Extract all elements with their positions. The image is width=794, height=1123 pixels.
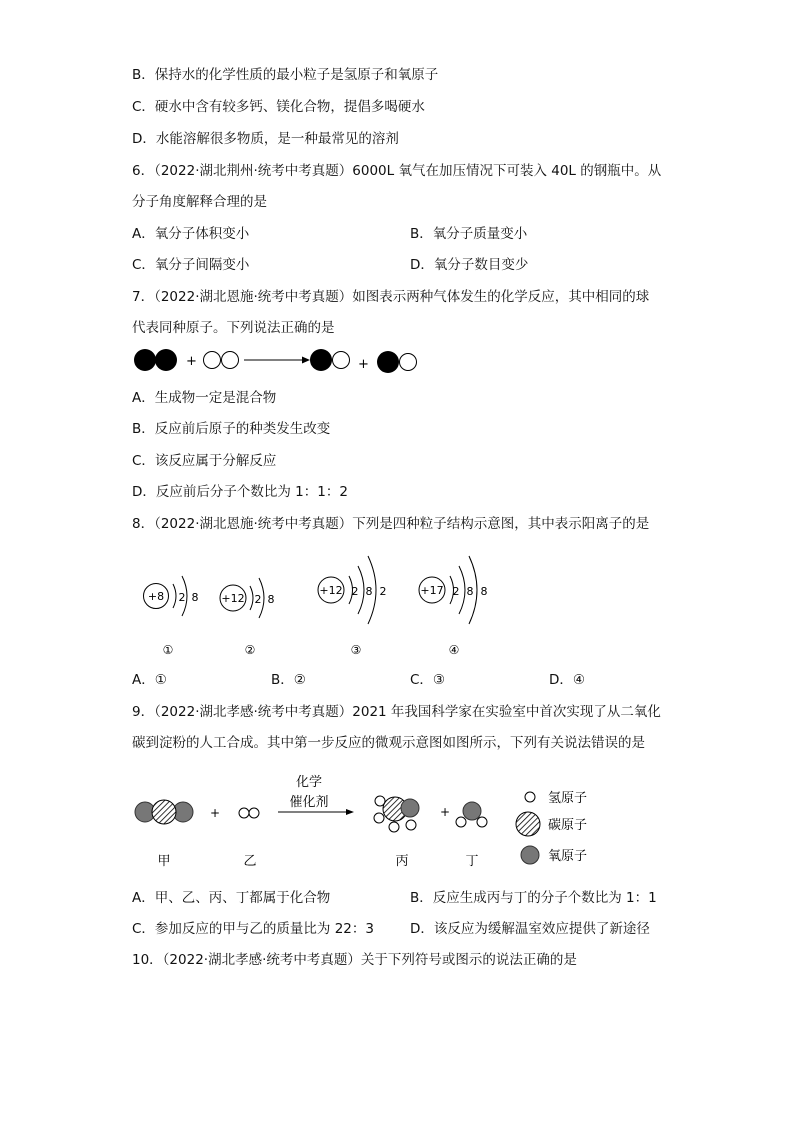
legend-carbon-label: 碳原子 [548,818,588,833]
label-jia: 甲 [157,854,171,869]
arrow-condition-bottom: 催化剂 [289,795,329,810]
particle-1-shell-2: 8 [191,591,199,604]
particle-3-shell-2: 8 [365,585,373,598]
product-molecule-1 [310,349,350,371]
particle-2-shell-2: 8 [267,593,275,606]
q7-option-d: D．反应前后分子个数比为 1：1：2 [132,484,348,500]
q9-plus-sign-1: + [210,806,221,820]
molecule-jia-co2 [135,800,193,824]
q9-stem-line1: 9．（2022·湖北孝感·统考中考真题）2021 年我国科学家在实验室中首次实现了从二氧化 [132,704,661,720]
legend-oxygen-icon [521,846,539,864]
particle-4-structure [419,556,488,657]
legend-hydrogen-label: 氢原子 [548,791,588,806]
reaction-arrow [244,357,310,364]
particle-1-label: ① [162,643,174,657]
q9-reaction-diagram [126,765,616,877]
particle-3-label: ③ [350,643,362,657]
particle-2-structure [220,578,275,657]
q7-option-b: B．反应前后原子的种类发生改变 [132,421,331,437]
molecule-ding-h2o [456,802,487,827]
q8-option-b: B．② [271,672,306,688]
legend-carbon-icon [516,812,540,836]
q6-option-a: A．氧分子体积变小 [132,226,250,242]
q9-option-d: D．该反应为缓解温室效应提供了新途径 [410,921,650,937]
q5-option-b: B．保持水的化学性质的最小粒子是氢原子和氧原子 [132,67,439,83]
q9-option-a: A．甲、乙、丙、丁都属于化合物 [132,890,331,906]
particle-2-shell-1: 2 [254,593,262,606]
q8-option-a: A．① [132,672,167,688]
particle-4-label: ④ [448,643,460,657]
q9-option-b: B．反应生成丙与丁的分子个数比为 1：1 [410,890,657,906]
q5-option-c: C．硬水中含有较多钙、镁化合物，提倡多喝硬水 [132,99,425,115]
molecule-yi-h2 [239,808,259,818]
molecule-bing-ch3oh [374,796,419,832]
particle-3-structure [318,556,387,657]
particle-3-shell-3: 2 [379,585,387,598]
arrow-condition-top: 化学 [295,775,323,790]
particle-4-shell-1: 2 [452,585,460,598]
particle-1-structure [144,576,199,657]
particle-4-shell-3: 8 [480,585,488,598]
reactant-molecule-white-pair [204,352,239,369]
legend-hydrogen-icon [525,792,535,802]
q6-option-d: D．氧分子数目变少 [410,257,529,273]
q7-stem-line2: 代表同种原子。下列说法正确的是 [132,320,335,336]
q7-reaction-diagram [126,342,426,378]
q6-option-c: C．氧分子间隔变小 [132,257,250,273]
label-yi: 乙 [243,854,257,869]
q8-particle-diagrams [130,538,510,668]
q7-option-a: A．生成物一定是混合物 [132,390,277,406]
q7-plus-sign-1: + [186,354,197,369]
reactant-molecule-black-pair [134,349,177,371]
q8-stem: 8．（2022·湖北恩施·统考中考真题）下列是四种粒子结构示意图，其中表示阳离子的是 [132,516,650,532]
q9-legend [516,791,587,864]
particle-3-shell-1: 2 [351,585,359,598]
q9-stem-line2: 碳到淀粉的人工合成。其中第一步反应的微观示意图如图所示，下列有关说法错误的是 [132,735,645,751]
particle-4-shell-2: 8 [466,585,474,598]
particle-2-label: ② [244,643,256,657]
label-ding: 丁 [465,854,479,869]
label-bing: 丙 [395,854,409,869]
particle-3-nucleus: +12 [319,584,343,597]
legend-oxygen-label: 氧原子 [548,849,588,864]
q6-option-b: B．氧分子质量变小 [410,226,528,242]
q7-stem-line1: 7．（2022·湖北恩施·统考中考真题）如图表示两种气体发生的化学反应，其中相同的球 [132,289,650,305]
q8-option-d: D．④ [549,672,585,688]
q5-option-d: D．水能溶解很多物质，是一种最常见的溶剂 [132,131,399,147]
q7-plus-sign-2: + [358,357,369,372]
q8-option-c: C．③ [410,672,446,688]
particle-2-nucleus: +12 [221,592,245,605]
q10-stem: 10．（2022·湖北孝感·统考中考真题）关于下列符号或图示的说法正确的是 [132,952,577,968]
particle-1-shell-1: 2 [178,591,186,604]
q6-stem-line1: 6．（2022·湖北荆州·统考中考真题）6000L 氧气在加压情况下可装入 40L 的钢瓶中。从 [132,163,662,179]
q7-option-c: C．该反应属于分解反应 [132,453,277,469]
particle-1-nucleus: +8 [147,590,165,603]
particle-4-nucleus: +17 [420,584,444,597]
q9-option-c: C．参加反应的甲与乙的质量比为 22：3 [132,921,374,937]
q9-plus-sign-2: + [440,805,451,819]
q6-stem-line2: 分子角度解释合理的是 [132,194,267,210]
product-molecule-2 [377,351,417,373]
